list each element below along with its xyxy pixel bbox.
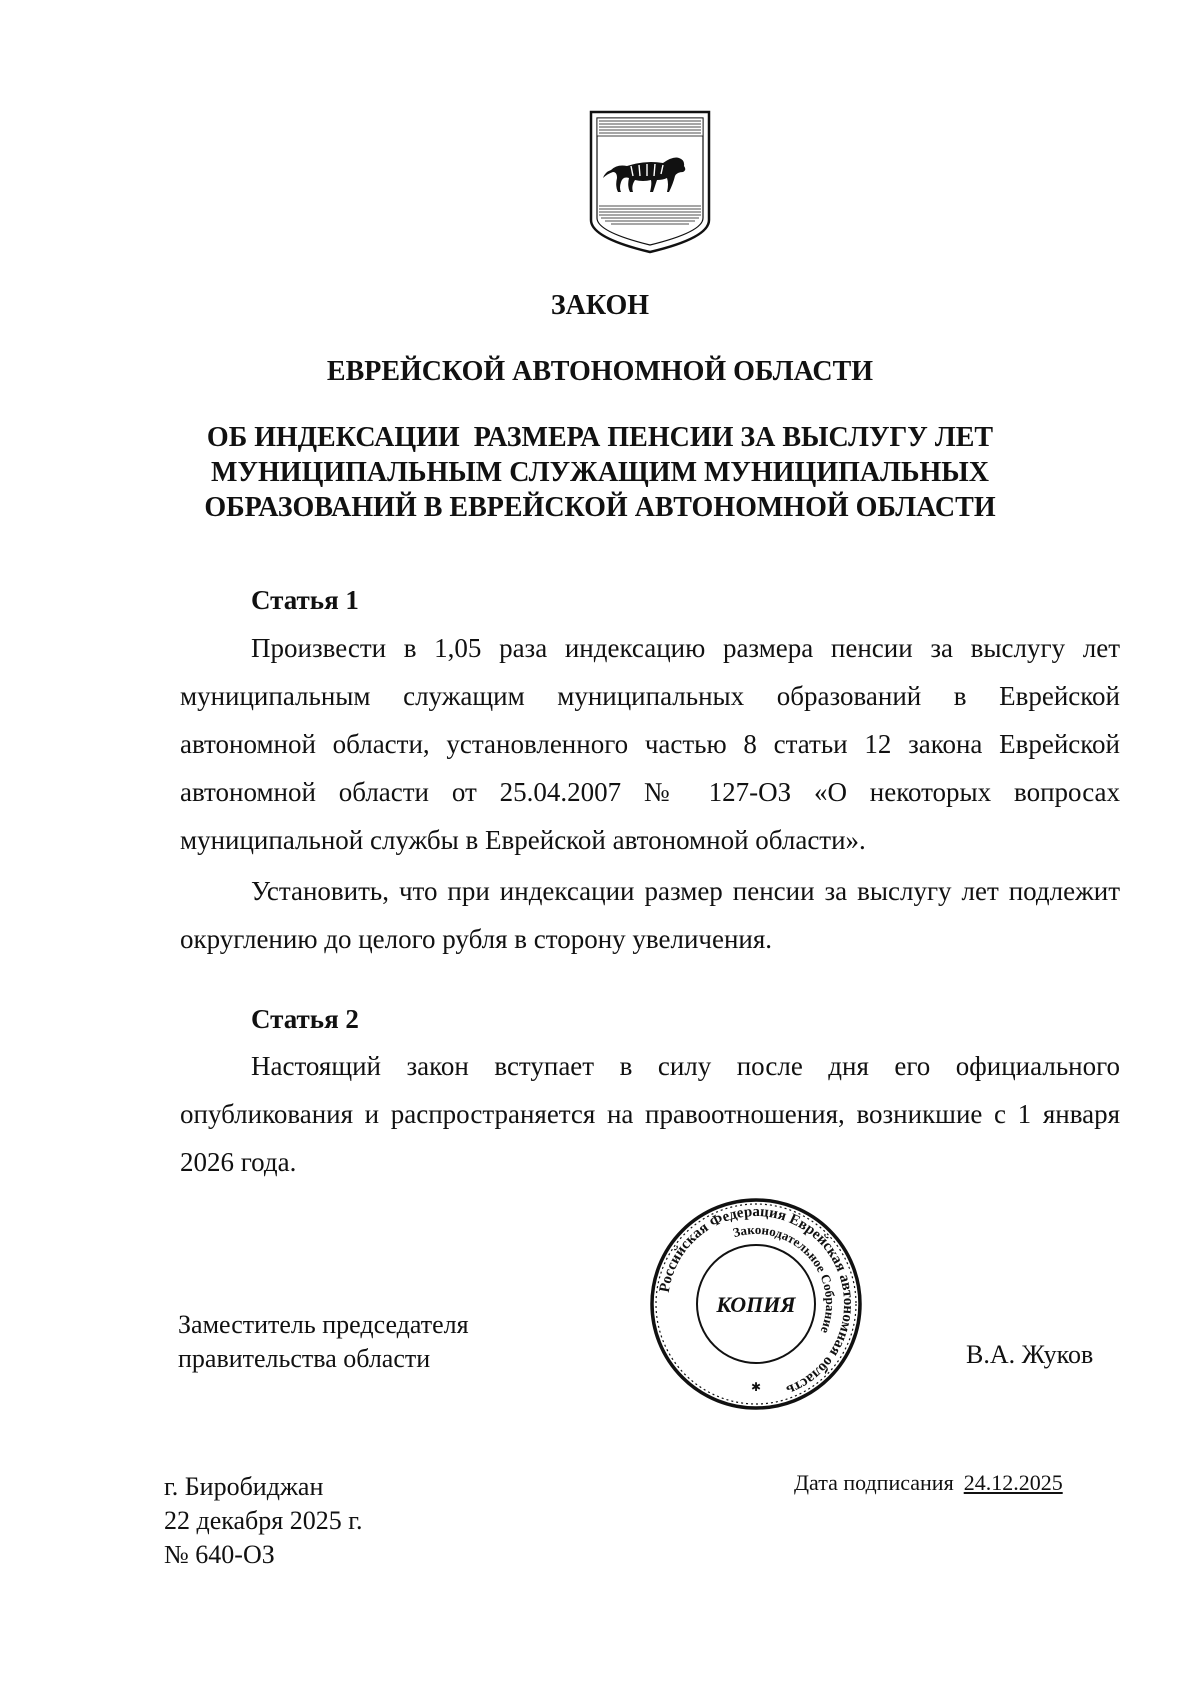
signing-date-block	[794, 1470, 1063, 1496]
adoption-date: 22 декабря 2025 г.	[164, 1506, 363, 1535]
subject-line: МУНИЦИПАЛЬНЫМ СЛУЖАЩИМ МУНИЦИПАЛЬНЫХ	[211, 457, 989, 488]
signing-date-value: 24.12.2025	[963, 1470, 1063, 1495]
document-type-title: ЗАКОН	[550, 290, 650, 321]
official-seal-stamp	[647, 1195, 865, 1413]
law-number: № 640-ОЗ	[164, 1540, 275, 1569]
place-and-number	[164, 1470, 362, 1572]
article-1-paragraph-2: Установить, что при индексации размер пенсии за выслугу лет подлежит округлению до целого рубля в сторону увеличения.	[180, 876, 1120, 954]
signing-date-label: Дата подписания	[794, 1470, 954, 1495]
article-1-heading: Статья 1	[251, 585, 359, 615]
position-line: Заместитель председателя	[178, 1310, 469, 1339]
subject-line: ОБРАЗОВАНИЙ В ЕВРЕЙСКОЙ АВТОНОМНОЙ ОБЛАСТИ	[204, 492, 996, 523]
seal-copy-label: КОПИЯ	[716, 1292, 796, 1317]
tiger-coat-of-arms-icon	[587, 108, 713, 256]
seal-outer-text: Российская Федерация Еврейская автономная область	[656, 1203, 857, 1399]
article-1-paragraph-1: Произвести в 1,05 раза индексацию размера пенсии за выслугу лет муниципальным служащим муниципальных образований в Еврейской автономной области, установленного частью 8 статьи 12 закона Еврейской автономной области от 25.04.2007 № 127-ОЗ «О некоторых вопросах муниципальной службы в Еврейской автономной области».	[180, 633, 1120, 855]
signatory-name: В.А. Жуков	[966, 1340, 1094, 1369]
subject-line: ОБ ИНДЕКСАЦИИ РАЗМЕРА ПЕНСИИ ЗА ВЫСЛУГУ ЛЕТ	[206, 422, 994, 453]
article-2-heading: Статья 2	[251, 1004, 359, 1034]
position-line: правительства области	[178, 1344, 431, 1373]
article-2-paragraph-1: Настоящий закон вступает в силу после дня его официального опубликования и распространяется на правоотношения, возникшие с 1 января 2026 года.	[180, 1051, 1120, 1177]
seal-inner-text: Законодательное Собрание	[731, 1221, 839, 1336]
signatory-position	[178, 1308, 469, 1376]
star-icon: ✱	[750, 1380, 762, 1394]
city: г. Биробиджан	[164, 1472, 324, 1501]
region-title: ЕВРЕЙСКОЙ АВТОНОМНОЙ ОБЛАСТИ	[326, 356, 874, 387]
law-subject-title	[0, 420, 1200, 525]
